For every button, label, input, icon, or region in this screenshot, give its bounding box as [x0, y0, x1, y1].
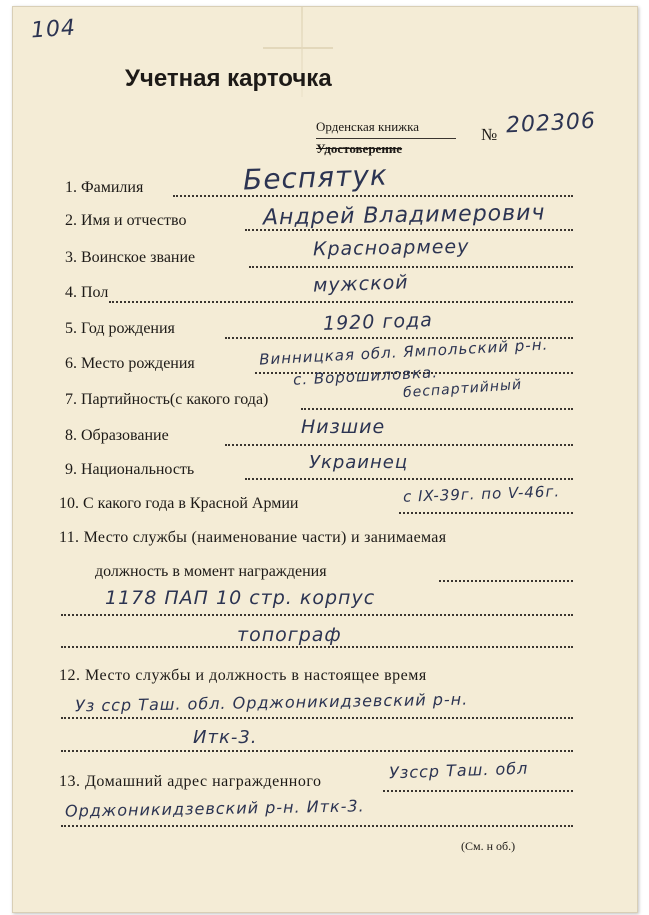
field-value-education: Низшие [301, 416, 386, 438]
field-value-surname: Беспятук [242, 158, 389, 197]
field11-line-b [61, 614, 573, 616]
footer-note: (См. н об.) [461, 839, 516, 853]
field11-label-line1: 11. Место службы (наименование части) и занимаемая [59, 529, 447, 546]
field12-value-line1: Уз сср Таш. обл. Орджоникидзевский р-н. [74, 689, 469, 716]
field-value-rank: Красноармееу [312, 235, 470, 261]
field13-line-b [61, 825, 573, 827]
field12-line-b [61, 750, 573, 752]
field13-line-a [383, 790, 573, 792]
field-value-birth-year: 1920 года [322, 309, 434, 335]
field-value-birthplace-line2: с. Ворошиловка. [292, 363, 439, 389]
field13-label: 13. Домашний адрес награжденного [59, 773, 322, 790]
field-line-surname [173, 195, 573, 197]
corner-number: 104 [30, 15, 77, 44]
field12-line-a [61, 717, 573, 719]
field-label-party: 7. Партийность(с какого года) [65, 391, 269, 408]
certificate-label: Удостоверение [316, 141, 403, 156]
field11-value-line2: топограф [237, 624, 342, 646]
field-line-nationality [245, 478, 573, 480]
field-label-sex: 4. Пол [65, 284, 109, 301]
field-label-education: 8. Образование [65, 427, 169, 444]
field-value-sex: мужской [312, 271, 409, 297]
field-label-nationality: 9. Национальность [65, 461, 195, 478]
field11-line-c [61, 646, 573, 648]
field-label-army-since: 10. С какого года в Красной Армии [59, 495, 299, 512]
field12-label: 12. Место службы и должность в настоящее время [59, 667, 427, 684]
field-line-sex [109, 301, 573, 303]
field-line-rank [249, 266, 573, 268]
field-label-birth-year: 5. Год рождения [65, 320, 175, 337]
field12-value-line2: Итк-3. [193, 727, 258, 748]
field-label-rank: 3. Воинское звание [65, 249, 196, 266]
record-card [12, 6, 638, 913]
field-label-name: 2. Имя и отчество [65, 212, 187, 229]
number-sign: № [481, 125, 498, 144]
fold-crease [263, 47, 333, 49]
field11-value-line1: 1178 ПАП 10 стр. корпус [105, 587, 376, 609]
field-value-nationality: Украинец [309, 452, 409, 473]
field11-label-line2: должность в момент награждения [95, 563, 327, 580]
order-book-number: 202306 [505, 108, 597, 139]
field-label-birthplace: 6. Место рождения [65, 355, 195, 372]
field-label-surname: 1. Фамилия [65, 179, 144, 196]
field13-value-line2: Орджоникидзевский р-н. Итк-3. [64, 796, 365, 821]
field-value-party: беспартийный [402, 376, 523, 402]
order-book-underline [316, 138, 456, 139]
order-book-label: Орденская книжка [316, 119, 420, 134]
field-value-army-since: с IX-39г. по V-46г. [402, 482, 561, 506]
field-line-party [301, 408, 573, 410]
field-value-name: Андрей Владимерович [262, 200, 546, 231]
card-title: Учетная карточка [125, 65, 332, 92]
field-value-birthplace: Винницкая обл. Ямпольский р-н. [258, 335, 549, 369]
field-line-education [225, 444, 573, 446]
field11-line-a [439, 580, 573, 582]
field-line-army-since [399, 512, 573, 514]
field13-value-line1: Узсср Таш. обл [388, 758, 529, 783]
